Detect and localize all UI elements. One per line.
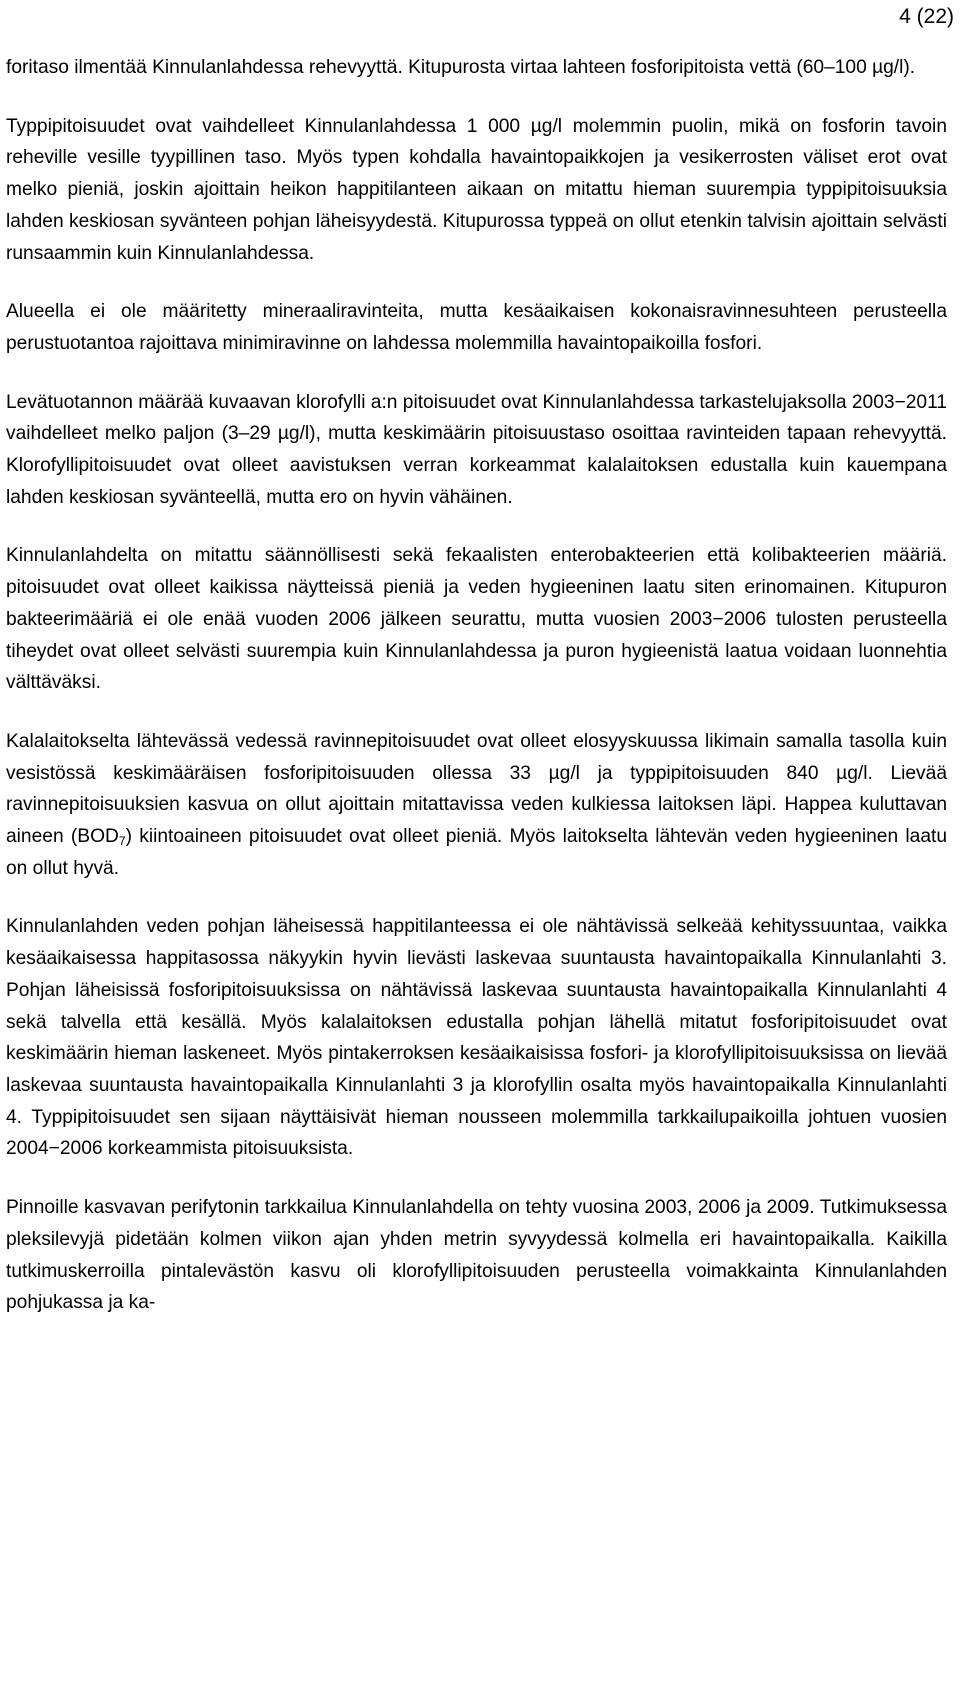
- paragraph-trends: Kinnulanlahden veden pohjan läheisessä happitilanteessa ei ole nähtävissä selkeää kehityssuuntaa, vaikka kesäaikaisessa happitasossa näkyykin hyvin lievästi laskevaa suuntausta havaintopaikalla Kinnulanlahti 3. Pohjan läheisissä fosforipitoisuuksissa on nähtävissä laskevaa suuntausta havaintopaikalla Kinnulanlahti 4 sekä talvella että kesällä. Myös kalalaitoksen edustalla pohjan lähellä mitatut fosforipitoisuudet ovat keskimäärin hieman laskeneet. Myös pintakerroksen kesäaikaisissa fosfori- ja klorofyllipitoisuuksissa on lievää laskevaa suuntausta havaintopaikalla Kinnulanlahti 3 ja klorofyllin osalta myös havaintopaikalla Kinnulanlahti 4. Typpipitoisuudet sen sijaan näyttäisivät hieman nousseen molemmilla tarkkailupaikoilla johtuen vuosien 2004−2006 korkeammista pitoisuuksista.: [6, 916, 947, 1160]
- paragraph-nitrogen: Typpipitoisuudet ovat vaihdelleet Kinnulanlahdessa 1 000 µg/l molemmin puolin, mikä on fosforin tavoin reheville vesille tyypillinen taso. Myös typen kohdalla havaintopaikkojen ja vesikerrosten väliset erot ovat melko pieniä, joskin ajoittain heikon happitilanteen aikaan on mitattu hieman suurempia typpipitoisuuksia lahden keskiosan syvänteen pohjan läheisyydestä. Kitupurossa typpeä on ollut etenkin talvisin ajoittain selvästi runsaammin kuin Kinnulanlahdessa.: [6, 115, 947, 264]
- page-number: 4 (22): [899, 5, 954, 28]
- paragraph-fish-farm-effluent: [6, 726, 947, 885]
- paragraph-chlorophyll: Levätuotannon määrää kuvaavan klorofylli a:n pitoisuudet ovat Kinnulanlahdessa tarkastelujaksolla 2003−2011 vaihdelleet melko paljon (3–29 µg/l), mutta keskimäärin pitoisuustaso osoittaa ravinteiden tapaan rehevyyttä. Klorofyllipitoisuudet ovat olleet aavistuksen verran korkeammat kalalaitoksen edustalla kuin kauempana lahden keskiosan syvänteellä, mutta ero on hyvin vähäinen.: [6, 391, 948, 508]
- paragraph-periphyton: Pinnoille kasvavan perifytonin tarkkailua Kinnulanlahdella on tehty vuosina 2003, 2006 ja 2009. Tutkimuksessa pleksilevyjä pidetään kolmen viikon ajan yhden metrin syvyydessä kolmella eri havaintopaikalla. Kaikilla tutkimuskerroilla pintalevästön kasvu oli klorofyllipitoisuuden perusteella voimakkainta Kinnulanlahden pohjukassa ja ka-: [6, 1197, 947, 1314]
- document-body: [6, 52, 947, 1346]
- paragraph-limiting-nutrient: Alueella ei ole määritetty mineraaliravinteita, mutta kesäaikaisen kokonaisravinnesuhteen perusteella perustuotantoa rajoittava minimiravinne on lahdessa molemmilla havaintopaikoilla fosfori.: [6, 301, 947, 354]
- paragraph-phosphorus-continuation: foritaso ilmentää Kinnulanlahdessa rehevyyttä. Kitupurosta virtaa lahteen fosforipitoista vettä (60–100 µg/l).: [6, 57, 916, 78]
- effluent-text-start: Kalalaitokselta lähtevässä vedessä ravinnepitoisuudet ovat olleet elosyyskuussa likimain samalla tasolla kuin vesistössä keskimääräisen fosforipitoisuuden ollessa 33 µg/l ja typpipitoisuuden 840 µg/l. Lievää ravinnepitoisuuksien kasvua on ollut ajoittain mitattavissa veden kulkiessa laitoksen läpi. Happea kuluttavan aineen (BOD: [6, 730, 947, 848]
- effluent-text-end: ) kiintoaineen pitoisuudet ovat olleet pieniä. Myös laitokselta lähtevän veden hygieeninen laatu on ollut hyvä.: [6, 826, 947, 879]
- bod-subscript: 7: [118, 834, 126, 849]
- paragraph-bacteria: Kinnulanlahdelta on mitattu säännöllisesti sekä fekaalisten enterobakteerien että kolibakteerien määriä. pitoisuudet ovat olleet kaikissa näytteissä pieniä ja veden hygieeninen laatu siten erinomainen. Kitupuron bakteerimääriä ei ole enää vuoden 2006 jälkeen seurattu, mutta vuosien 2003−2006 tulosten perusteella tiheydet ovat olleet selvästi suurempia kuin Kinnulanlahdessa ja puron hygieenistä laatua voidaan luonnehtia välttäväksi.: [6, 545, 947, 694]
